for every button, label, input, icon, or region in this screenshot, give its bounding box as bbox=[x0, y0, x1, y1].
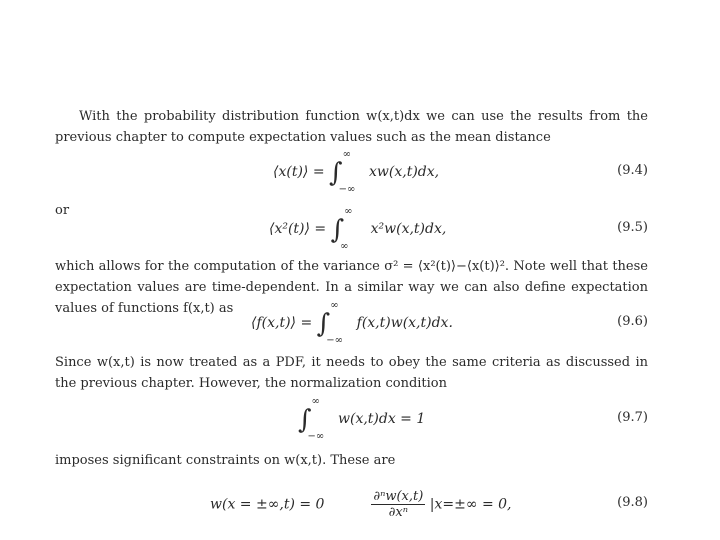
lower-limit: −∞ bbox=[338, 184, 356, 195]
integral-sign: ∫ bbox=[316, 309, 331, 339]
paragraph-constraints: imposes significant constraints on w(x,t). These are bbox=[55, 453, 396, 468]
lower-limit: −∞ bbox=[307, 431, 325, 442]
equation-lhs: ⟨x²(t)⟩ = bbox=[269, 221, 327, 237]
paragraph-or: or bbox=[55, 203, 70, 218]
equation-9-8 bbox=[55, 485, 648, 525]
integral-sign: ∫ bbox=[298, 405, 312, 435]
equation-number: (9.5) bbox=[617, 220, 648, 235]
lower-limit: ∞ bbox=[340, 241, 349, 252]
upper-limit: ∞ bbox=[311, 396, 320, 407]
lower-limit: −∞ bbox=[326, 335, 343, 346]
equation-number: (9.7) bbox=[617, 410, 648, 425]
equation-lhs: ⟨x(t)⟩ = bbox=[273, 164, 325, 180]
equation-number: (9.8) bbox=[617, 495, 648, 510]
equation-9-6 bbox=[55, 300, 648, 346]
integral-sign: ∫ bbox=[329, 158, 343, 188]
equation-9-7 bbox=[55, 396, 648, 442]
partial-derivative bbox=[371, 489, 425, 520]
equation-integrand: w(x,t)dx = 1 bbox=[338, 411, 426, 427]
equation-tail: |x=±∞ = 0, bbox=[429, 496, 512, 513]
integral-sign: ∫ bbox=[330, 215, 345, 245]
equation-number: (9.4) bbox=[617, 163, 648, 178]
upper-limit: ∞ bbox=[344, 206, 353, 217]
equation-9-4 bbox=[55, 149, 648, 195]
equation-integrand: xw(x,t)dx, bbox=[369, 164, 440, 180]
paragraph-pdf: Since w(x,t) is now treated as a PDF, it needs to obey the same criteria as discussed in the previous chapter. However, the normalization condition bbox=[55, 355, 648, 391]
upper-limit: ∞ bbox=[330, 300, 339, 311]
fraction-numerator: ∂ⁿw(x,t) bbox=[373, 489, 424, 504]
equation-integrand: f(x,t)w(x,t)dx. bbox=[356, 315, 453, 331]
equation-lhs: ⟨f(x,t)⟩ = bbox=[251, 315, 313, 331]
upper-limit: ∞ bbox=[342, 149, 351, 160]
paragraph-variance: which allows for the computation of the variance σ² = ⟨x²(t)⟩−⟨x(t)⟩². Note well that these expectation values are time-dependent. In a similar way we can also define expectation values of functions f(x,t) as bbox=[55, 259, 648, 316]
equation-integrand: x²w(x,t)dx, bbox=[370, 221, 447, 237]
equation-number: (9.6) bbox=[617, 314, 648, 329]
fraction-denominator: ∂xⁿ bbox=[388, 505, 408, 520]
paragraph-intro: With the probability distribution function w(x,t)dx we can use the results from the previous chapter to compute expectation values such as the mean distance bbox=[55, 109, 648, 145]
equation-lhs: w(x = ±∞,t) = 0 bbox=[210, 496, 325, 513]
